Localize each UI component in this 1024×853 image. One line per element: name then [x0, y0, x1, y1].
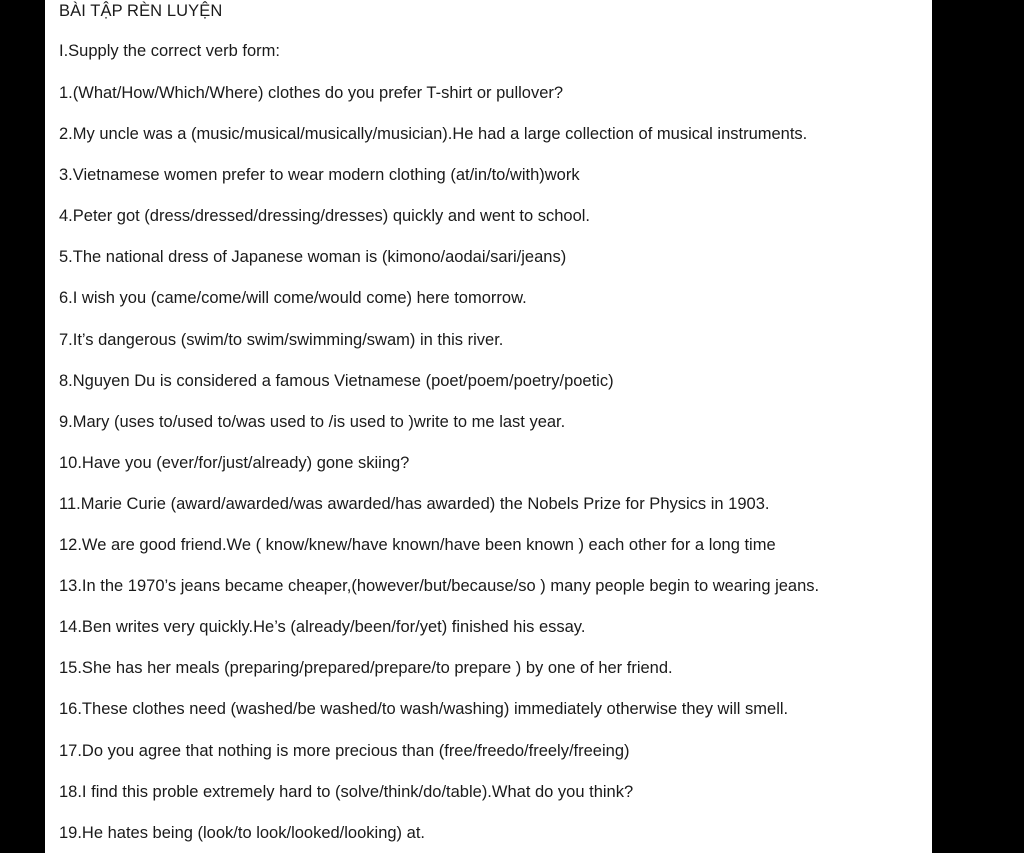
exercise-item-8: 8.Nguyen Du is considered a famous Vietnamese (poet/poem/poetry/poetic)	[59, 371, 614, 390]
exercise-item-15: 15.She has her meals (preparing/prepared/prepare/to prepare ) by one of her friend.	[59, 659, 673, 678]
exercise-item-1: 1.(What/How/Which/Where) clothes do you prefer T-shirt or pullover?	[59, 84, 564, 102]
exercise-item-13: 13.In the 1970’s jeans became cheaper,(however/but/because/so ) many people begin to wearing jeans.	[59, 577, 820, 596]
exercise-item-4: 4.Peter got (dress/dressed/dressing/dresses) quickly and went to school.	[59, 207, 591, 226]
exercise-item-9: 9.Mary (uses to/used to/was used to /is used to )write to me last year.	[59, 412, 566, 431]
exercise-item-12: 12.We are good friend.We ( know/knew/have known/have been known ) each other for a long time	[59, 536, 776, 555]
exercise-item-2: 2.My uncle was a (music/musical/musically/musician).He had a large collection of musical instruments.	[59, 125, 808, 144]
exercise-item-17: 17.Do you agree that nothing is more precious than (free/freedo/freely/freeing)	[59, 741, 630, 760]
exercise-item-11: 11.Marie Curie (award/awarded/was awarded/has awarded) the Nobels Prize for Physics in 1903.	[59, 494, 770, 513]
exercise-item-7: 7.It’s dangerous (swim/to swim/swimming/swam) in this river.	[59, 330, 504, 349]
document-title: BÀI TẬP RÈN LUYỆN	[59, 2, 223, 20]
exercise-item-5: 5.The national dress of Japanese woman is (kimono/aodai/sari/jeans)	[59, 248, 567, 267]
exercise-item-18: 18.I find this proble extremely hard to (solve/think/do/table).What do you think?	[59, 782, 634, 801]
exercise-item-19: 19.He hates being (look/to look/looked/looking) at.	[59, 823, 425, 842]
exercise-item-14: 14.Ben writes very quickly.He’s (already/been/for/yet) finished his essay.	[59, 618, 586, 637]
document-page	[45, 0, 932, 853]
exercise-item-6: 6.I wish you (came/come/will come/would come) here tomorrow.	[59, 289, 527, 308]
exercise-instruction: I.Supply the correct verb form:	[59, 42, 281, 60]
exercise-item-16: 16.These clothes need (washed/be washed/to wash/washing) immediately otherwise they will smell.	[59, 700, 789, 719]
exercise-item-3: 3.Vietnamese women prefer to wear modern clothing (at/in/to/with)work	[59, 166, 580, 185]
exercise-list	[59, 83, 819, 853]
exercise-item-10: 10.Have you (ever/for/just/already) gone skiing?	[59, 453, 410, 472]
